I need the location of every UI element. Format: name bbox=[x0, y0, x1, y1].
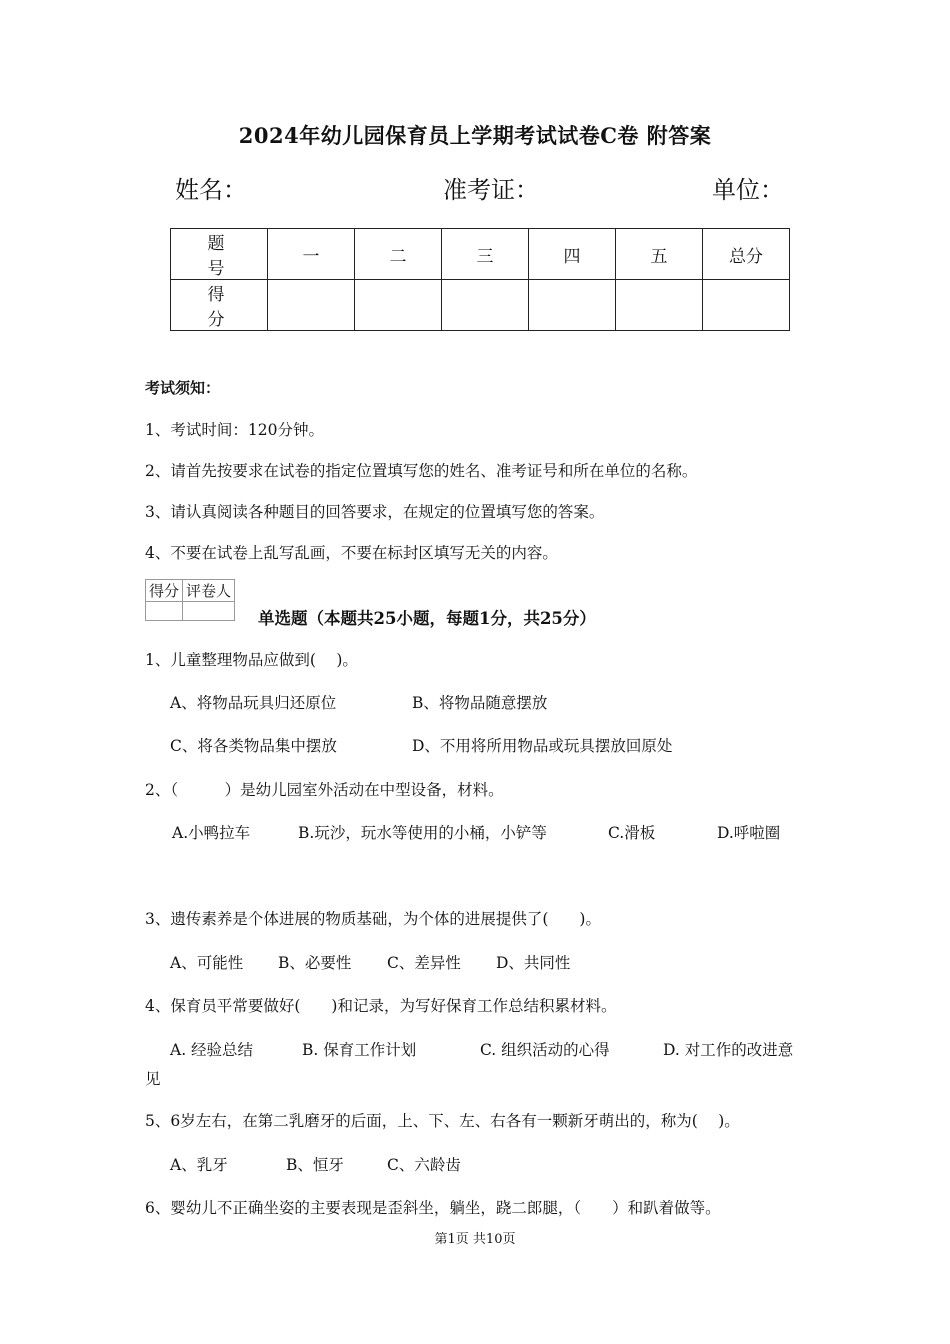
question-4-stem: 4、保育员平常要做好( )和记录，为写好保育工作总结积累材料。 bbox=[145, 997, 617, 1015]
grader-box bbox=[145, 579, 235, 621]
score-table-score-row bbox=[171, 280, 790, 331]
score-table-empty-cell[interactable] bbox=[616, 280, 703, 331]
notice-item: 2、请首先按要求在试卷的指定位置填写您的姓名、准考证号和所在单位的名称。 bbox=[145, 462, 698, 480]
grader-score-label: 得分 bbox=[146, 580, 183, 602]
question-3-stem: 3、遗传素养是个体进展的物质基础，为个体的进展提供了( )。 bbox=[145, 910, 601, 928]
score-table-empty-cell[interactable] bbox=[355, 280, 442, 331]
score-table-empty-cell[interactable] bbox=[268, 280, 355, 331]
page-footer: 第1页 共10页 bbox=[434, 1232, 516, 1247]
score-table-cell: 一 bbox=[268, 229, 355, 280]
question-3-option-d[interactable]: D、共同性 bbox=[496, 954, 571, 972]
question-2-option-c[interactable]: C.滑板 bbox=[608, 824, 656, 842]
section-title: 单选题（本题共25小题，每题1分，共25分） bbox=[258, 609, 596, 628]
question-5-option-c[interactable]: C、六龄齿 bbox=[387, 1156, 461, 1174]
question-2-option-b[interactable]: B.玩沙，玩水等使用的小桶，小铲等 bbox=[298, 824, 547, 842]
question-5-option-b[interactable]: B、恒牙 bbox=[286, 1156, 344, 1174]
grader-score-blank[interactable] bbox=[146, 602, 183, 621]
question-4-option-d-continued: 见 bbox=[145, 1070, 161, 1088]
score-table-header-row bbox=[171, 229, 790, 280]
question-3-option-a[interactable]: A、可能性 bbox=[170, 954, 244, 972]
unit-field-label: 单位： bbox=[712, 176, 784, 204]
notice-item: 4、不要在试卷上乱写乱画，不要在标封区填写无关的内容。 bbox=[145, 544, 558, 562]
question-2-stem: 2、（ ）是幼儿园室外活动在中型设备，材料。 bbox=[145, 781, 504, 799]
score-table-cell: 得 分 bbox=[171, 280, 268, 331]
question-1-stem: 1、儿童整理物品应做到( )。 bbox=[145, 651, 358, 669]
notice-title: 考试须知： bbox=[145, 379, 221, 397]
question-2-option-a[interactable]: A.小鸭拉车 bbox=[172, 824, 251, 842]
score-table-cell: 五 bbox=[616, 229, 703, 280]
notice-item: 3、请认真阅读各种题目的回答要求，在规定的位置填写您的答案。 bbox=[145, 503, 605, 521]
question-4-option-d[interactable]: D. 对工作的改进意 bbox=[663, 1041, 794, 1059]
notice-item: 1、考试时间：120分钟。 bbox=[145, 421, 324, 439]
score-table-empty-cell[interactable] bbox=[442, 280, 529, 331]
score-table-cell: 二 bbox=[355, 229, 442, 280]
question-1-option-a[interactable]: A、将物品玩具归还原位 bbox=[170, 694, 337, 712]
score-table-cell: 四 bbox=[529, 229, 616, 280]
exam-id-field-label: 准考证： bbox=[443, 176, 539, 204]
grader-reviewer-label: 评卷人 bbox=[183, 580, 235, 602]
question-3-option-b[interactable]: B、必要性 bbox=[278, 954, 352, 972]
question-4-option-c[interactable]: C. 组织活动的心得 bbox=[480, 1041, 610, 1059]
score-table bbox=[170, 228, 790, 331]
question-4-option-b[interactable]: B. 保育工作计划 bbox=[302, 1041, 417, 1059]
question-1-option-b[interactable]: B、将物品随意摆放 bbox=[412, 694, 548, 712]
score-table-empty-cell[interactable] bbox=[529, 280, 616, 331]
score-table-cell: 题 号 bbox=[171, 229, 268, 280]
score-table-cell: 三 bbox=[442, 229, 529, 280]
score-table-cell: 总分 bbox=[703, 229, 790, 280]
page-title: 2024年幼儿园保育员上学期考试试卷C卷 附答案 bbox=[238, 123, 712, 148]
question-5-stem: 5、6岁左右，在第二乳磨牙的后面，上、下、左、右各有一颗新牙萌出的，称为( )。 bbox=[145, 1112, 740, 1130]
score-table-empty-cell[interactable] bbox=[703, 280, 790, 331]
name-field-label: 姓名： bbox=[175, 176, 247, 204]
question-2-option-d[interactable]: D.呼啦圈 bbox=[717, 824, 781, 842]
question-1-option-d[interactable]: D、不用将所用物品或玩具摆放回原处 bbox=[412, 737, 673, 755]
question-4-option-a[interactable]: A. 经验总结 bbox=[170, 1041, 254, 1059]
question-5-option-a[interactable]: A、乳牙 bbox=[170, 1156, 228, 1174]
question-3-option-c[interactable]: C、差异性 bbox=[387, 954, 461, 972]
question-1-option-c[interactable]: C、将各类物品集中摆放 bbox=[170, 737, 337, 755]
grader-reviewer-blank[interactable] bbox=[183, 602, 235, 621]
question-6-stem: 6、婴幼儿不正确坐姿的主要表现是歪斜坐，躺坐，跷二郎腿，（ ）和趴着做等。 bbox=[145, 1199, 721, 1217]
